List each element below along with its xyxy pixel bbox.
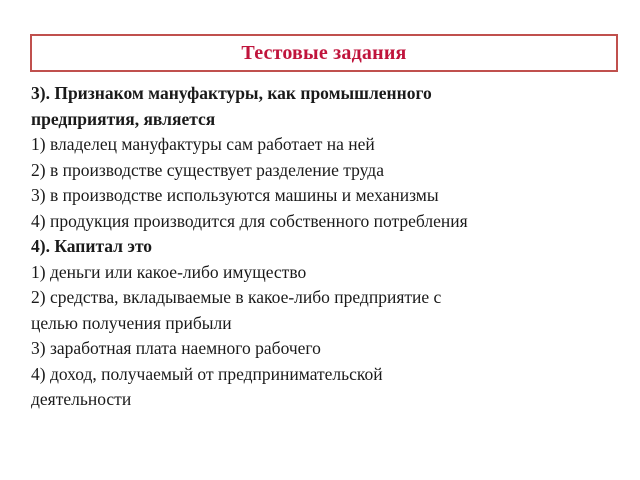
- question-4-option-1: 1) деньги или какое-либо имущество: [31, 261, 307, 282]
- slide-title: Тестовые задания: [241, 41, 407, 64]
- question-4-option-2-line-2: целью получения прибыли: [31, 312, 232, 333]
- question-4-option-4-line-1: 4) доход, получаемый от предпринимательской: [31, 363, 383, 384]
- question-block-3: [31, 81, 591, 234]
- question-4-option-3: 3) заработная плата наемного рабочего: [31, 338, 321, 358]
- question-3-option-1: 1) владелец мануфактуры сам работает на ней: [31, 134, 375, 154]
- question-3-text-line-1: 3). Признаком мануфактуры, как промышленного: [31, 83, 432, 103]
- question-block-4: [31, 234, 591, 413]
- question-3-text-line-2: предприятия, является: [31, 108, 216, 129]
- question-3-option-2: 2) в производстве существует разделение труда: [31, 159, 384, 180]
- test-content: [31, 81, 591, 413]
- question-4-option-4-line-2: деятельности: [31, 389, 132, 409]
- question-3-option-4: 4) продукция производится для собственного потребления: [31, 210, 468, 231]
- question-4-option-2-line-1: 2) средства, вкладываемые в какое-либо предприятие с: [31, 287, 442, 307]
- question-3-option-3: 3) в производстве используются машины и механизмы: [31, 185, 439, 205]
- question-4-text: 4). Капитал это: [31, 236, 153, 256]
- title-box: [30, 34, 618, 72]
